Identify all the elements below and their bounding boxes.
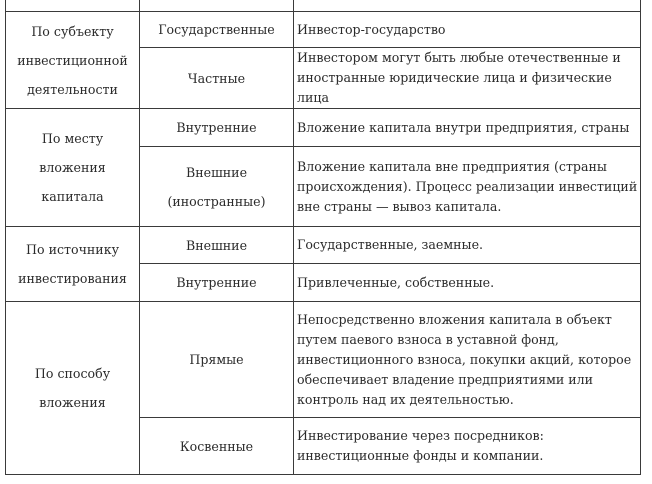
description-cell xyxy=(294,418,641,475)
description-line: инвестиционного взноса, покупки акций, которое xyxy=(297,351,632,367)
criterion-line: инвестирования xyxy=(18,271,127,286)
description-line: Инвестором могут быть любые отечественные и xyxy=(297,50,621,65)
table-row xyxy=(6,109,641,147)
criterion-line: По месту xyxy=(41,131,104,146)
table-row xyxy=(6,227,641,264)
description-cell xyxy=(294,109,641,147)
type-cell xyxy=(140,48,294,109)
table-row xyxy=(6,12,641,48)
type-line: Частные xyxy=(187,70,246,86)
type-cell xyxy=(140,109,294,147)
criterion-line: По субъекту xyxy=(31,23,114,39)
description-line: путем паевого взноса в уставной фонд, xyxy=(297,331,559,347)
type-line: Государственные xyxy=(158,22,275,37)
type-line: Внутренние xyxy=(176,275,257,290)
description-cell xyxy=(294,227,641,264)
description-line: происхождения). Процесс реализации инвестиций xyxy=(297,178,638,194)
criterion-line: вложения xyxy=(39,160,106,175)
description-cell xyxy=(294,147,641,227)
type-cell xyxy=(140,227,294,264)
description-line: вне страны — вывоз капитала. xyxy=(297,198,502,214)
table-row xyxy=(6,302,641,418)
description-line: Инвестор-государство xyxy=(297,21,446,37)
criterion-line: По источнику xyxy=(26,242,119,257)
criterion-line: По способу xyxy=(34,366,111,381)
criterion-line: вложения xyxy=(39,395,106,410)
investment-classification-table xyxy=(5,0,641,475)
type-line: Внешние xyxy=(185,237,248,253)
description-line: иностранные юридические лица и физические лица xyxy=(297,70,612,105)
type-cell xyxy=(140,12,294,48)
type-line: Внешние xyxy=(185,164,248,180)
description-cell xyxy=(294,302,641,418)
criterion-cell xyxy=(6,302,140,475)
description-line: обеспечивает владение предприятиями или xyxy=(297,371,594,387)
criterion-line: капитала xyxy=(41,189,104,204)
criterion-line: инвестиционной xyxy=(17,52,128,68)
type-cell xyxy=(140,147,294,227)
description-line: Государственные, заемные. xyxy=(297,237,484,252)
description-cell xyxy=(294,12,641,48)
type-cell xyxy=(140,264,294,302)
description-line: Вложение капитала вне предприятия (страны xyxy=(297,158,607,174)
description-cell xyxy=(294,264,641,302)
description-line: Непосредственно вложения капитала в объект xyxy=(297,311,612,327)
criterion-cell xyxy=(6,12,140,109)
criterion-line: деятельности xyxy=(27,81,118,97)
type-line: Прямые xyxy=(189,352,244,367)
criterion-cell xyxy=(6,109,140,227)
description-line: контроль над их деятельностью. xyxy=(297,391,514,407)
description-line: Инвестирование через посредников: xyxy=(297,428,544,443)
description-line: Вложение капитала внутри предприятия, страны xyxy=(297,119,630,135)
type-cell xyxy=(140,418,294,475)
type-line: (иностранные) xyxy=(167,193,266,209)
type-line: Внутренние xyxy=(176,120,257,135)
type-line: Косвенные xyxy=(179,438,254,454)
description-line: инвестиционные фонды и компании. xyxy=(297,448,544,463)
description-cell xyxy=(294,48,641,109)
description-line: Привлеченные, собственные. xyxy=(297,274,495,290)
type-cell xyxy=(140,302,294,418)
criterion-cell xyxy=(6,227,140,302)
table-row-cutoff xyxy=(6,0,641,12)
